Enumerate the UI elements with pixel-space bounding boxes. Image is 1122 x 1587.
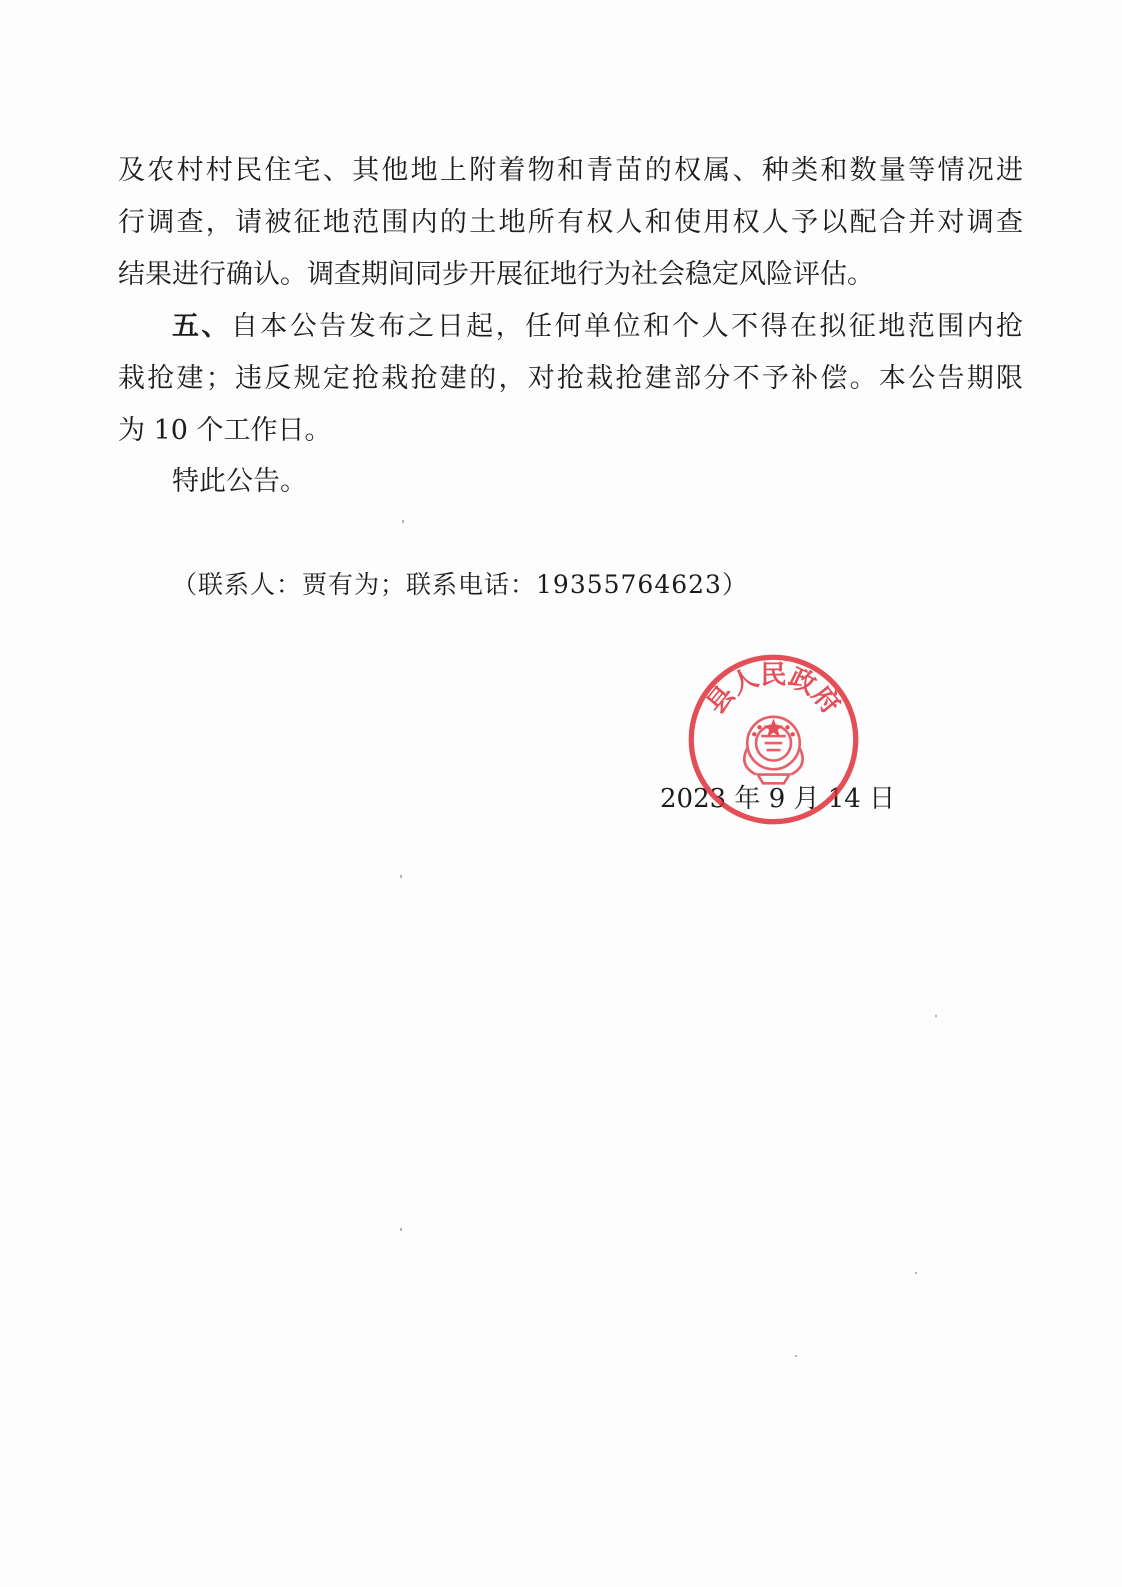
item-five-line-1 (172, 313, 1023, 340)
scan-speck (402, 520, 404, 523)
contact-info: （联系人：贾有为；联系电话：19355764623） (172, 570, 748, 599)
issue-date: 2023 年 9 月 14 日 (660, 784, 896, 814)
official-seal-icon (686, 652, 861, 827)
item-five-line-3: 为 10 个工作日。 (118, 415, 332, 446)
scan-speck (935, 1015, 937, 1017)
paragraph-line-2: 行调查，请被征地范围内的土地所有权人和使用权人予以配合并对调查 (118, 207, 1023, 238)
scan-speck (400, 1228, 402, 1231)
item-five-lead: 五、 (172, 311, 231, 342)
scan-speck (915, 1272, 917, 1274)
paragraph-line-3: 结果进行确认。调查期间同步开展征地行为社会稳定风险评估。 (118, 259, 874, 290)
paragraph-line-1: 及农村村民住宅、其他地上附着物和青苗的权属、种类和数量等情况进 (118, 155, 1023, 186)
closing-statement: 特此公告。 (172, 466, 307, 497)
item-five-text: 自本公告发布之日起，任何单位和个人不得在拟征地范围内抢 (230, 311, 1024, 342)
scan-speck (400, 875, 402, 878)
seal-text: 县人民政府 (700, 659, 847, 720)
svg-text:县人民政府 (701, 660, 847, 720)
item-five-line-2: 栽抢建；违反规定抢栽抢建的，对抢栽抢建部分不予补偿。本公告期限 (118, 363, 1023, 394)
scan-speck (795, 1355, 797, 1357)
